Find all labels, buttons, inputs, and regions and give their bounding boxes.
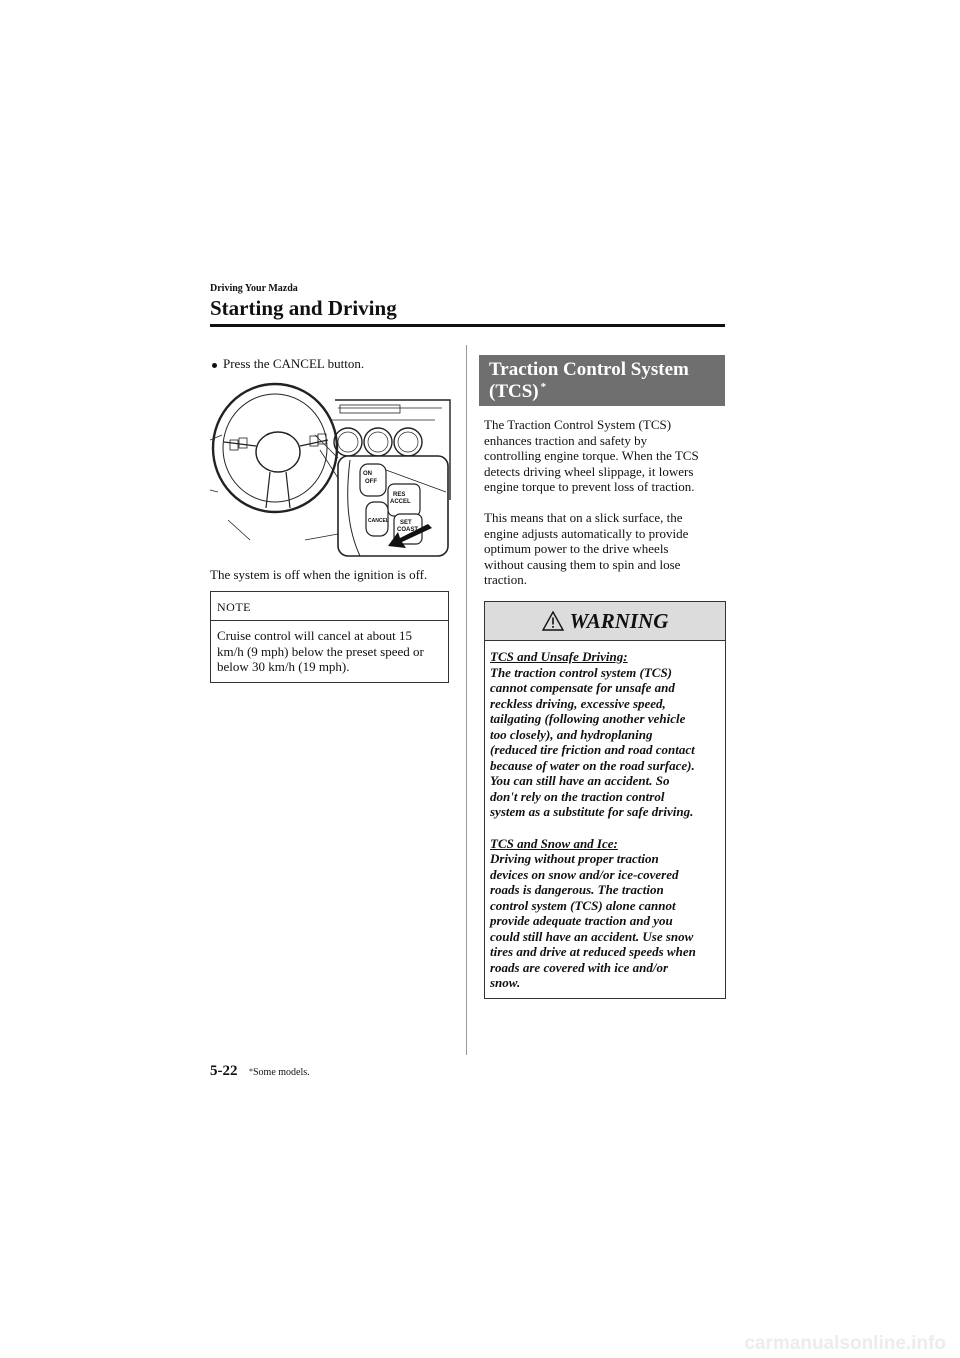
- paragraph-line: This means that on a slick surface, the: [484, 510, 683, 525]
- warning-line: could still have an accident. Use snow: [490, 928, 694, 944]
- paragraph-line: detects driving wheel slippage, it lowers: [484, 463, 694, 479]
- warning-line: roads is dangerous. The traction: [490, 882, 664, 897]
- warning-line: cannot compensate for unsafe and: [490, 680, 675, 695]
- warning-line: The traction control system (TCS): [490, 664, 672, 680]
- chapter-title: Starting and Driving: [210, 296, 397, 320]
- warning-title: WARNING: [569, 609, 669, 633]
- paragraph-line: engine torque to prevent loss of traction.: [484, 479, 695, 494]
- section-label: Driving Your Mazda: [210, 283, 298, 294]
- footnote: [249, 1067, 310, 1078]
- warning-body: [485, 641, 725, 991]
- bullet-item: [212, 356, 364, 372]
- on-label: ON: [363, 471, 372, 477]
- header-rule: [210, 324, 725, 327]
- page-number: 5-22: [210, 1063, 238, 1079]
- column-divider: [466, 345, 467, 1055]
- tcs-description-paragraph: [484, 417, 724, 495]
- warning-line: roads are covered with ice and/or: [490, 959, 669, 975]
- note-line: km/h (9 mph) below the preset speed or: [217, 643, 424, 659]
- watermark: carmanualsonline.info: [744, 1333, 946, 1354]
- warning-subheading: TCS and Unsafe Driving:: [490, 649, 628, 664]
- set-label: SET: [400, 520, 412, 526]
- note-line: Cruise control will cancel at about 15: [217, 628, 412, 643]
- paragraph-line: controlling engine torque. When the TCS: [484, 448, 699, 463]
- tcs-heading-line2: [489, 381, 546, 403]
- warning-line: Driving without proper traction: [490, 851, 659, 866]
- warning-line: system as a substitute for safe driving.: [490, 804, 694, 819]
- steering-wheel-illustration-svg: [210, 380, 452, 560]
- accel-label: ACCEL: [390, 499, 411, 505]
- warning-line: because of water on the road surface).: [490, 757, 695, 773]
- warning-line: devices on snow and/or ice-covered: [490, 866, 679, 882]
- warning-line: You can still have an accident. So: [490, 773, 670, 788]
- note-heading: NOTE: [211, 592, 448, 621]
- paragraph-line: without causing them to spin and lose: [484, 556, 681, 572]
- cancel-label: CANCEL: [368, 518, 389, 524]
- system-off-text: The system is off when the ignition is off.: [210, 567, 428, 582]
- footnote-text: Some models.: [253, 1067, 310, 1078]
- steering-wheel-illustration: [210, 380, 452, 560]
- bullet-dot: [212, 363, 217, 368]
- warning-line: (reduced tire friction and road contact: [490, 742, 695, 757]
- some-models-star-icon: *: [540, 381, 547, 393]
- note-body: [211, 621, 448, 682]
- paragraph-line: enhances traction and safety by: [484, 432, 648, 448]
- tcs-heading-abbrev: (TCS): [489, 381, 539, 402]
- warning-triangle-icon: [542, 611, 564, 631]
- tcs-section-heading: [479, 355, 725, 406]
- warning-header: [485, 602, 725, 641]
- warning-subheading: TCS and Snow and Ice:: [490, 835, 618, 851]
- warning-line: tailgating (following another vehicle: [490, 711, 686, 726]
- warning-box: [484, 601, 726, 999]
- paragraph-line: optimum power to the drive wheels: [484, 541, 669, 556]
- bullet-text: Press the CANCEL button.: [223, 356, 365, 371]
- note-line: below 30 km/h (19 mph).: [217, 659, 350, 674]
- coast-label: COAST: [397, 527, 418, 533]
- tcs-heading-line1: Traction Control System: [489, 359, 689, 380]
- warning-line: snow.: [490, 975, 521, 990]
- note-box: [210, 591, 449, 683]
- warning-line: too closely), and hydroplaning: [490, 726, 653, 742]
- warning-line: provide adequate traction and you: [490, 913, 673, 928]
- warning-spacer: [490, 820, 721, 836]
- res-label: RES: [393, 492, 406, 498]
- footnote-star-icon: *: [249, 1067, 253, 1076]
- paragraph-line: traction.: [484, 572, 527, 587]
- paragraph-line: The Traction Control System (TCS): [484, 417, 672, 432]
- tcs-slick-surface-paragraph: [484, 510, 724, 588]
- warning-line: tires and drive at reduced speeds when: [490, 944, 696, 959]
- paragraph-line: engine adjusts automatically to provide: [484, 525, 689, 541]
- warning-line: don't rely on the traction control: [490, 788, 665, 804]
- warning-line: control system (TCS) alone cannot: [490, 897, 676, 913]
- off-label: OFF: [365, 479, 377, 485]
- warning-line: reckless driving, excessive speed,: [490, 695, 666, 711]
